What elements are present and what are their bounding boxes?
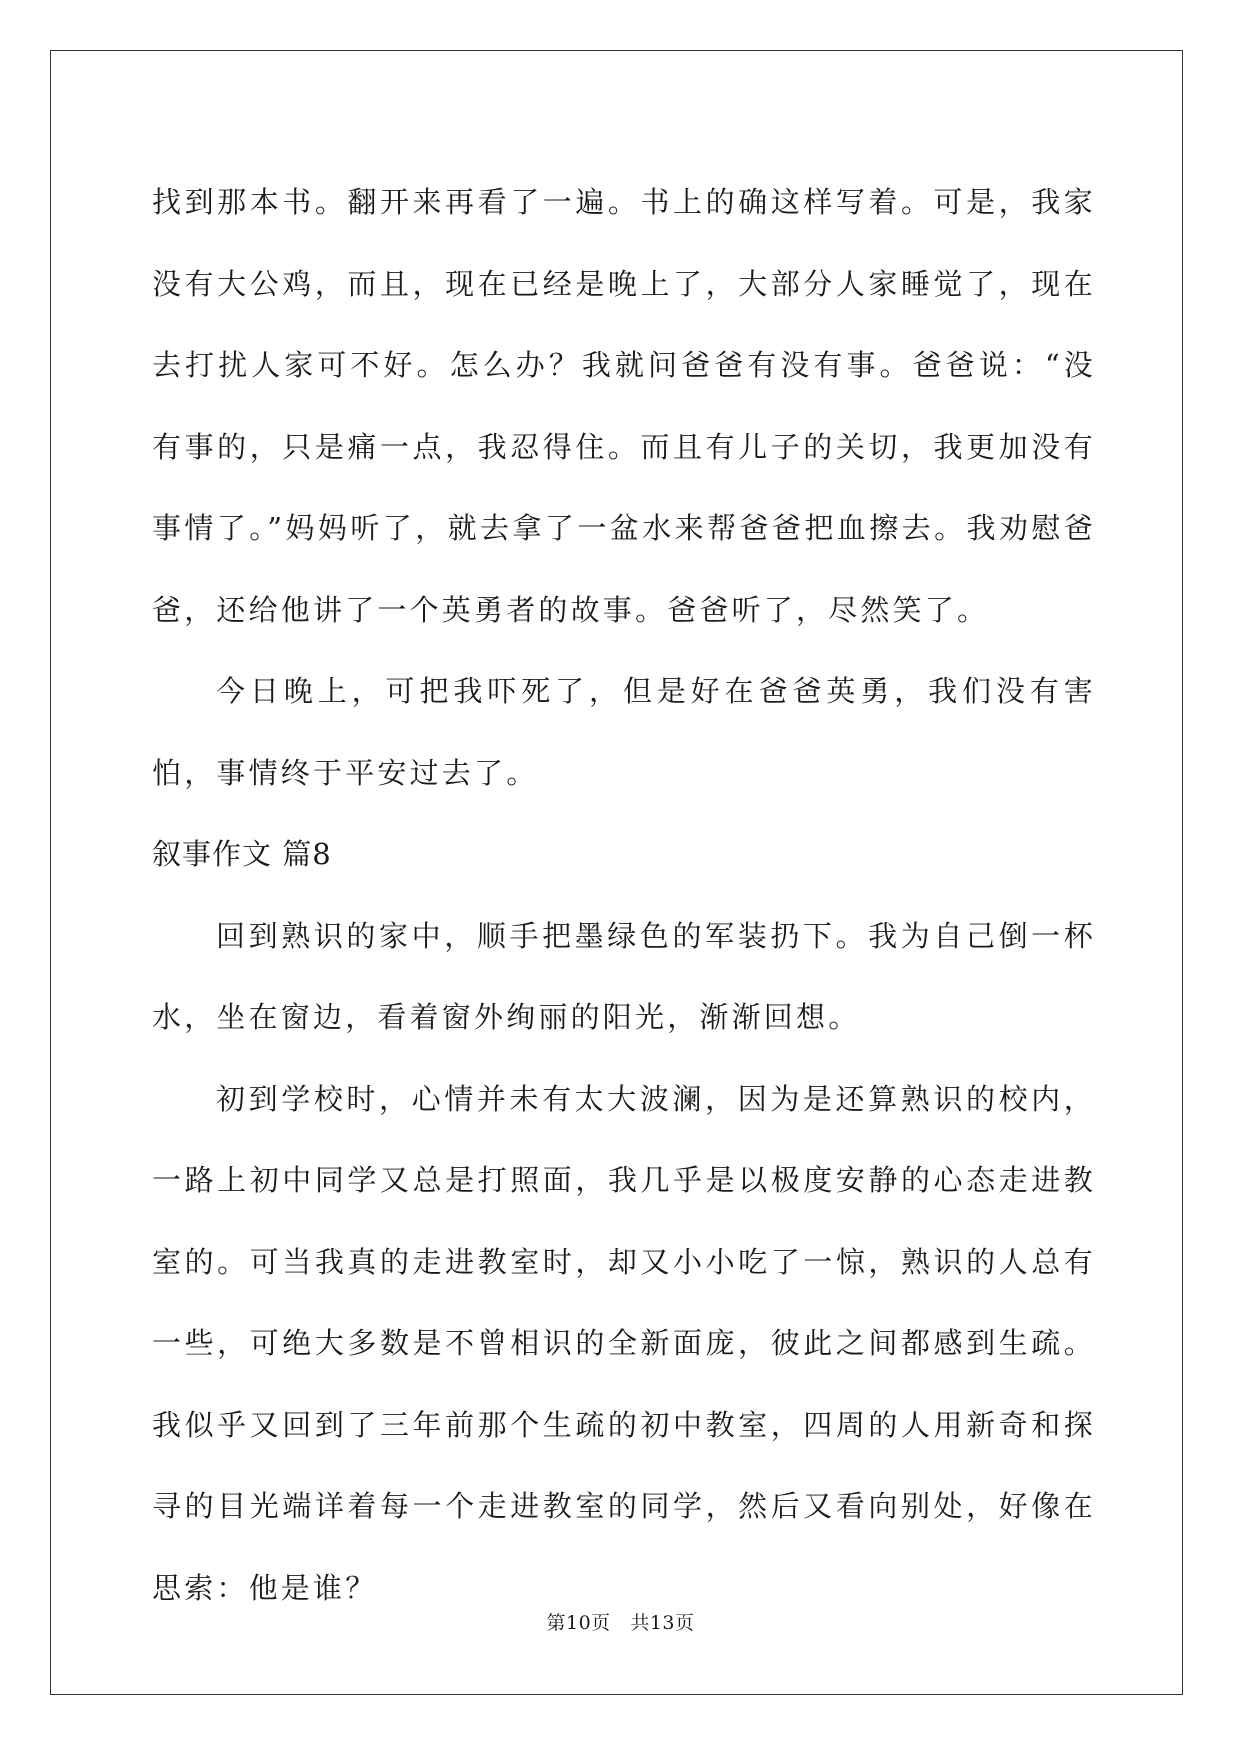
paragraph: 找到那本书。翻开来再看了一遍。书上的确这样写着。可是，我家没有大公鸡，而且，现在已经是晚上了，大部分人家睡觉了，现在去打扰人家可不好。怎么办？我就问爸爸有没有事。爸爸说：“没有事的，只是痛一点，我忍得住。而且有儿子的关切，我更加没有事情了。”妈妈听了，就去拿了一盆水来帮爸爸把血擦去。我劝慰爸爸，还给他讲了一个英勇者的故事。爸爸听了，尽然笑了。 [152,185,1096,627]
paragraph: 今日晚上，可把我吓死了，但是好在爸爸英勇，我们没有害怕，事情终于平安过去了。 [152,674,1096,790]
paragraph: 回到熟识的家中，顺手把墨绿色的军装扔下。我为自己倒一杯水，坐在窗边，看着窗外绚丽的阳光，渐渐回想。 [152,918,1096,1034]
section-heading: 叙事作文 篇8 [152,837,332,871]
page-footer [0,1608,1241,1635]
paragraph: 初到学校时，心情并未有太大波澜，因为是还算熟识的校内，一路上初中同学又总是打照面，我几乎是以极度安静的心态走进教室的。可当我真的走进教室时，却又小小吃了一惊，熟识的人总有一些，可绝大多数是不曾相识的全新面庞，彼此之间都感到生疏。我似乎又回到了三年前那个生疏的初中教室，四周的人用新奇和探寻的目光端详着每一个走进教室的同学，然后又看向别处，好像在思索：他是谁？ [152,1081,1096,1605]
document-body [152,162,1096,1629]
page-number: 第10页 [546,1612,611,1634]
page-total: 共13页 [630,1612,695,1634]
